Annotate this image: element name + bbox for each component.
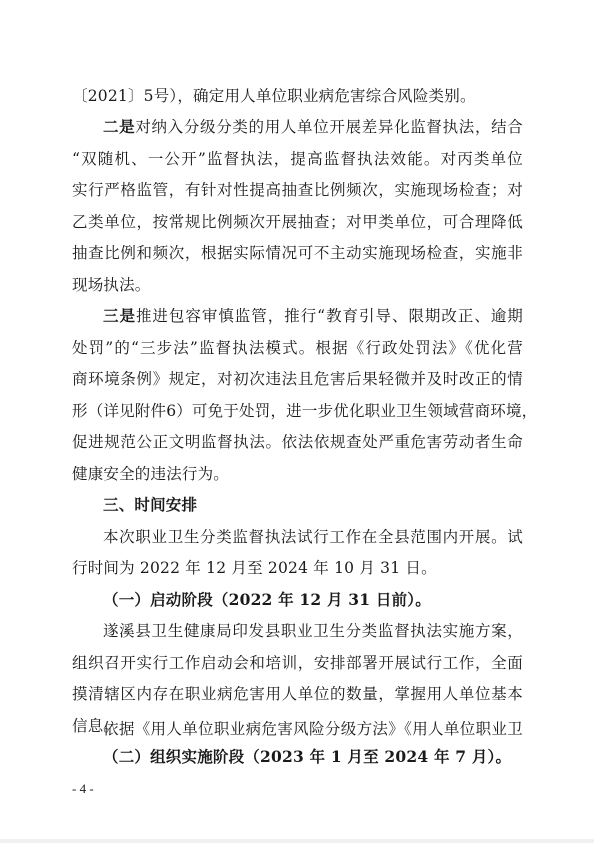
page-number: - 4 - — [72, 781, 94, 796]
paragraph-line: 信息。 — [72, 717, 120, 735]
paragraph-line: 遂溪县卫生健康局印发县职业卫生分类监督执法实施方案， — [103, 622, 523, 640]
paragraph-line — [103, 306, 523, 326]
paragraph-line: 〔2021〕5号），确定用人单位职业病危害综合风险类别。 — [72, 87, 476, 105]
paragraph-line: 商环境条例》规定，对初次违法且危害后果轻微并及时改正的情 — [72, 370, 523, 388]
paragraph-line: 实行严格监管，有针对性提高抽查比例频次，实施现场检查；对 — [72, 181, 523, 199]
section-heading: 三、时间安排 — [103, 496, 198, 514]
paragraph-line: 组织召开实行工作启动会和培训，安排部署开展试行工作，全面 — [72, 654, 523, 672]
paragraph-line: 抽查比例和频次，根据实际情况可不主动实施现场检查，实施非 — [72, 244, 523, 262]
page-bottom-edge — [0, 839, 594, 843]
paragraph-text: 推进包容审慎监管，推行“教育引导、限期改正、逾期 — [135, 307, 523, 325]
subsection-heading: （一）启动阶段（2022 年 12 月 31 日前）。 — [103, 590, 431, 609]
subsection-heading: （二）组织实施阶段（2023 年 1 月至 2024 年 7 月）。 — [103, 747, 512, 766]
lead-phrase: 二是 — [103, 117, 136, 136]
paragraph-line: “双随机、一公开”监督执法，提高监督执法效能。对丙类单位 — [72, 150, 523, 168]
paragraph-line: 乙类单位，按常规比例频次开展抽查；对甲类单位，可合理降低 — [72, 213, 523, 231]
paragraph-line: 健康安全的违法行为。 — [72, 465, 230, 483]
lead-phrase: 三是 — [103, 306, 136, 325]
paragraph-text: 对纳入分级分类的用人单位开展差异化监督执法，结合 — [135, 118, 523, 136]
paragraph-line: 本次职业卫生分类监督执法试行工作在全县范围内开展。试 — [103, 528, 523, 546]
paragraph-line: 行时间为 2022 年 12 月至 2024 年 10 月 31 日。 — [72, 559, 437, 577]
paragraph-line: 处罚”的“三步法”监督执法模式。根据《行政处罚法》《优化营 — [72, 339, 523, 357]
paragraph-line: 现场执法。 — [72, 276, 151, 294]
paragraph-line: 促进规范公正文明监督执法。依法依规查处严重危害劳动者生命 — [72, 433, 523, 451]
paragraph-line — [103, 117, 523, 137]
paragraph-line: 依据《用人单位职业病危害风险分级方法》《用人单位职业卫 — [103, 720, 523, 738]
paragraph-line: 摸清辖区内存在职业病危害用人单位的数量，掌握用人单位基本 — [72, 685, 523, 703]
paragraph-line: 形（详见附件6）可免于处罚，进一步优化职业卫生领域营商环境， — [72, 402, 538, 420]
